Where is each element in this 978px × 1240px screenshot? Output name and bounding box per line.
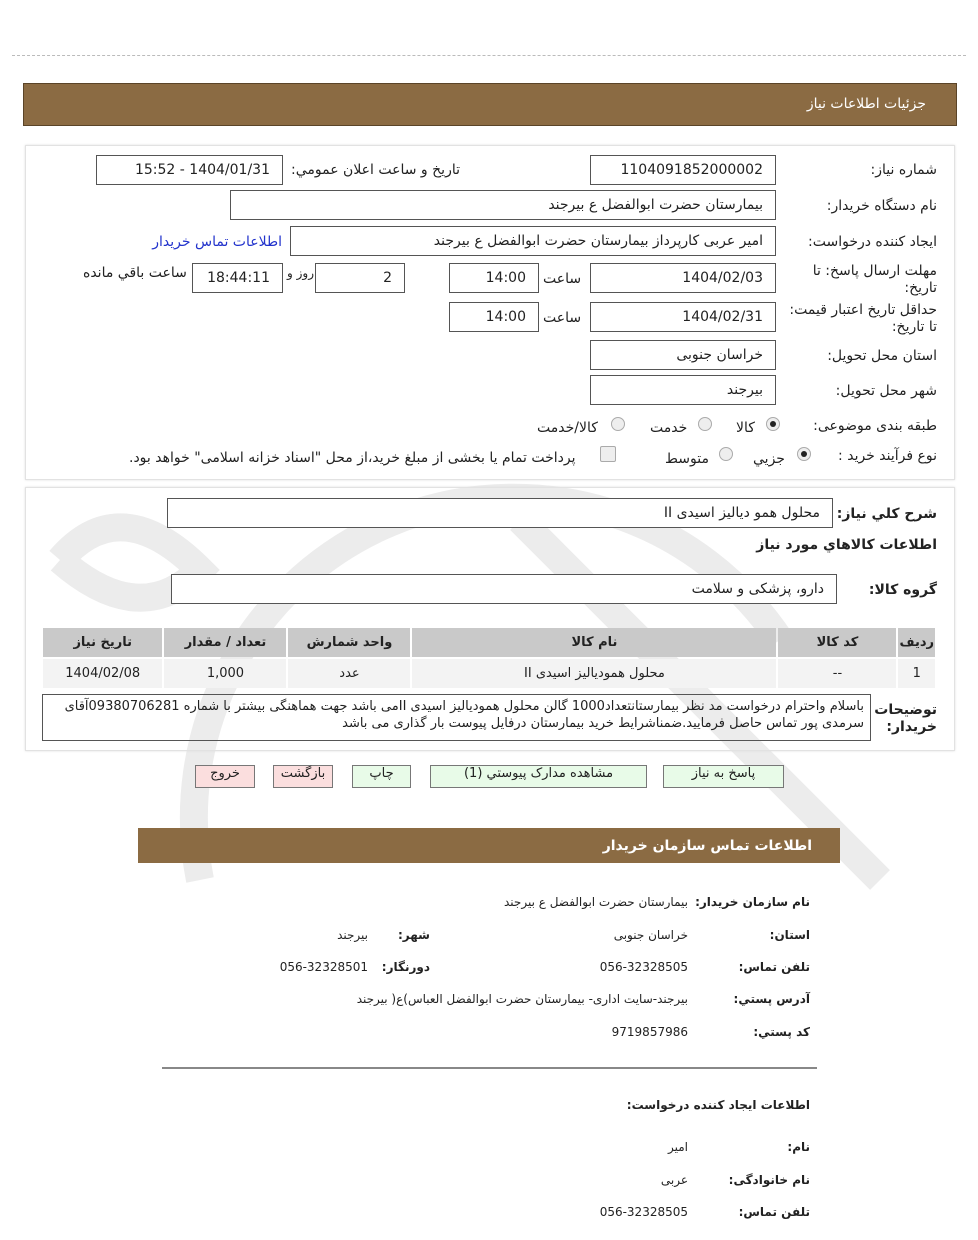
cell-row: 1 [898,659,935,688]
process-minor-label: جزيي [753,451,785,467]
deadline-time-field: 14:00 [449,263,539,293]
category-service-radio[interactable] [698,417,712,431]
org-value: بیمارستان حضرت ابوالفضل ع بیرجند [503,895,688,909]
process-minor-radio[interactable] [797,447,811,461]
creator-phone-value: 056-32328505 [599,1205,688,1219]
cell-name: محلول همودیالیز اسیدی II [412,659,776,688]
category-goods-radio[interactable] [766,417,780,431]
treasury-checkbox[interactable] [600,446,616,462]
cell-unit: عدد [288,659,410,688]
announce-label: تاریخ و ساعت اعلان عمومي: [291,162,460,178]
days-remaining-field: 2 [315,263,405,293]
process-medium-label: متوسط [665,451,709,467]
need-number-label: شماره نیاز: [870,162,937,178]
province-field: خراسان جنوبی [590,340,776,370]
address-value: بیرجند-سایت اداری- بیمارستان حضرت ابوالفضل العباس)ع( بیرجند [356,992,688,1006]
print-button[interactable]: چاپ [352,765,411,788]
validity-date-field: 1404/02/31 [590,302,776,332]
city-label: شهر محل تحويل: [835,383,937,399]
time-remaining-label: ساعت باقي مانده [83,265,187,281]
deadline-date-field: 1404/02/03 [590,263,776,293]
page-title: جزئیات اطلاعات نیاز [806,96,926,112]
city-field: بیرجند [590,375,776,405]
reply-button[interactable]: پاسخ به نیاز [663,765,784,788]
category-label: طبقه بندی موضوعی: [813,418,937,434]
buyer-contact-link[interactable]: اطلاعات تماس خريدار [152,234,282,250]
goods-group-field: دارو، پزشکی و سلامت [171,574,837,604]
fax-value: 056-32328501 [279,960,368,974]
postal-label: کد پستي: [753,1025,810,1039]
contact-divider [162,1067,817,1069]
goods-section-title: اطلاعات كالاهاي مورد نياز [756,537,937,553]
address-label: آدرس پستي: [733,992,810,1006]
col-date: تاریخ نیاز [43,628,162,657]
buyer-field: بیمارستان حضرت ابوالفضل ع بیرجند [230,190,776,220]
table-header-row [43,628,935,657]
contact-city-value: بیرجند [337,928,368,942]
category-both-label: کالا/خدمت [537,420,598,436]
name-value: امیر [667,1140,688,1154]
name-label: نام: [787,1140,810,1154]
goods-group-label: گروه كالا: [868,582,937,598]
creator-field: امیر عربی کارپرداز بیمارستان حضرت ابوالفضل ع بیرجند [290,226,776,256]
creator-phone-label: تلفن تماس: [738,1205,810,1219]
category-goods-label: کالا [736,420,755,436]
col-code: کد کالا [778,628,896,657]
postal-value: 9719857986 [611,1025,688,1039]
notes-label: توضیحات خریدار: [874,702,937,735]
family-value: عربی [660,1173,688,1187]
contact-city-label: شهر: [398,928,430,942]
goods-table [41,626,937,690]
validity-time-field: 14:00 [449,302,539,332]
summary-label: شرح كلي نياز: [836,506,937,522]
contact-header [138,828,840,863]
need-number-field: 1104091852000002 [590,155,776,185]
col-qty: تعداد / مقدار [164,628,286,657]
exit-button[interactable]: خروج [195,765,255,788]
fax-label: دورنگار: [381,960,430,974]
top-divider [12,55,966,56]
contact-title: اطلاعات تماس سازمان خریدار [602,838,812,854]
category-both-radio[interactable] [611,417,625,431]
deadline-time-label: ساعت [543,271,582,287]
page-header [23,83,957,126]
time-remaining-field: 18:44:11 [192,263,283,293]
creator-label: ايجاد کننده درخواست: [808,234,937,250]
announce-field: 1404/01/31 - 15:52 [96,155,283,185]
process-label: نوع فرآيند خريد : [838,448,937,464]
validity-label: حداقل تاريخ اعتبار قيمت: تا تاريخ: [789,302,937,335]
creator-info-title: اطلاعات ایجاد کننده درخواست: [626,1098,810,1112]
notes-field: باسلام واحترام درخواست مد نظر بیمارستانتعداد1000 گالن محلول همودیالیز اسیدی IIمی باشد جهت هماهنگی بیشتر با شماره 09380706281آقای سرمدی پور تماس حاصل فرمایید.ضمناشرایط خرید بیمارستان درفایل پیوست بار گذاری می باشد [42,694,871,741]
cell-qty: 1,000 [164,659,286,688]
org-label: نام سازمان خریدار: [695,895,810,909]
phone-value: 056-32328505 [599,960,688,974]
col-name: نام کالا [412,628,776,657]
cell-code: -- [778,659,896,688]
category-service-label: خدمت [650,420,688,436]
treasury-checkbox-label: پرداخت تمام يا بخشی از مبلغ خريد،از محل "اسناد خزانه اسلامی" خواهد بود. [129,450,576,466]
contact-province-value: خراسان جنوبی [613,928,688,942]
buyer-label: نام دستگاه خريدار: [826,198,937,214]
cell-date: 1404/02/08 [43,659,162,688]
process-medium-radio[interactable] [719,447,733,461]
contact-province-label: استان: [769,928,810,942]
province-label: استان محل تحويل: [827,348,937,364]
deadline-label: مهلت ارسال پاسخ: تا تاریخ: [812,263,937,296]
col-row: رديف [898,628,935,657]
col-unit: واحد شمارش [288,628,410,657]
family-label: نام خانوادگی: [728,1173,810,1187]
back-button[interactable]: بازگشت [273,765,333,788]
attachments-button[interactable]: مشاهده مدارک پیوستي (1) [430,765,647,788]
validity-time-label: ساعت [543,310,582,326]
phone-label: تلفن تماس: [738,960,810,974]
days-label: روز و [287,266,314,280]
summary-field: محلول همو دیالیز اسیدی II [167,498,833,528]
table-row [43,659,935,688]
